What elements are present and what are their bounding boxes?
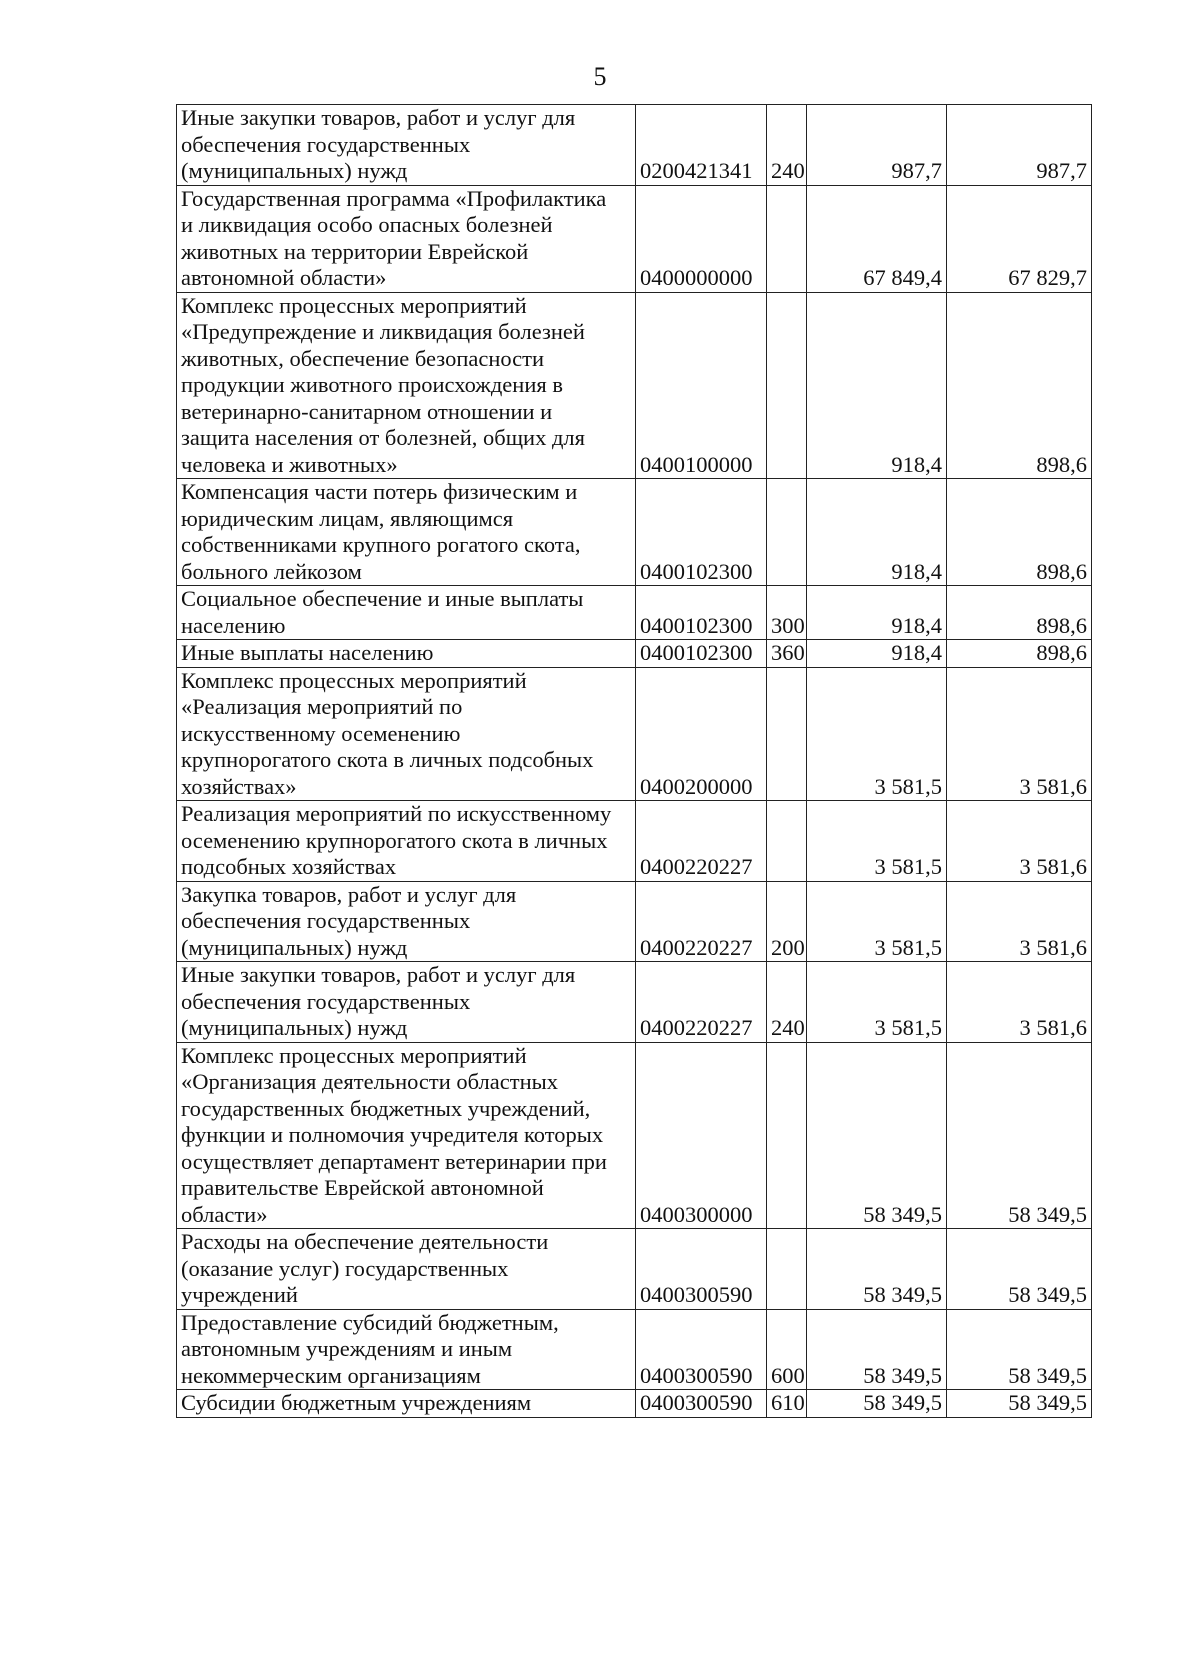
row-name-cell: Иные закупки товаров, работ и услуг для обеспечения государственных (муниципальных) нужд: [177, 962, 636, 1043]
table-row: [177, 1309, 1092, 1390]
table-row: [177, 1042, 1092, 1229]
target-article-code-cell: 0400220227: [636, 881, 767, 962]
row-name-cell: Иные закупки товаров, работ и услуг для обеспечения государственных (муниципальных) нужд: [177, 105, 636, 186]
expense-type-code-cell: 360: [767, 640, 807, 668]
amount-year1-cell: 918,4: [807, 292, 947, 479]
target-article-code-cell: 0400300000: [636, 1042, 767, 1229]
amount-year1-cell: 3 581,5: [807, 962, 947, 1043]
amount-year2-cell: 67 829,7: [947, 185, 1092, 292]
expense-type-code-cell: [767, 185, 807, 292]
row-name-cell: Комплекс процессных мероприятий «Предупреждение и ликвидация болезней животных, обеспечение безопасности продукции животного происхождения в ветеринарно-санитарном отношении и защита населения от болезней, общих для человека и животных»: [177, 292, 636, 479]
expense-type-code-cell: [767, 1229, 807, 1310]
amount-year2-cell: 898,6: [947, 292, 1092, 479]
target-article-code-cell: 0400102300: [636, 586, 767, 640]
amount-year2-cell: 3 581,6: [947, 962, 1092, 1043]
row-name-cell: Комплекс процессных мероприятий «Организация деятельности областных государственных бюджетных учреждений, функции и полномочия учредителя которых осуществляет департамент ветеринарии при правительстве Еврейской автономной области»: [177, 1042, 636, 1229]
budget-table: [176, 104, 1092, 1418]
amount-year2-cell: 898,6: [947, 640, 1092, 668]
amount-year2-cell: 58 349,5: [947, 1309, 1092, 1390]
target-article-code-cell: 0400102300: [636, 479, 767, 586]
target-article-code-cell: 0400300590: [636, 1309, 767, 1390]
table-row: [177, 801, 1092, 882]
expense-type-code-cell: 300: [767, 586, 807, 640]
target-article-code-cell: 0400300590: [636, 1390, 767, 1418]
amount-year1-cell: 918,4: [807, 586, 947, 640]
amount-year2-cell: 898,6: [947, 479, 1092, 586]
expense-type-code-cell: 610: [767, 1390, 807, 1418]
expense-type-code-cell: [767, 1042, 807, 1229]
amount-year1-cell: 67 849,4: [807, 185, 947, 292]
amount-year2-cell: 3 581,6: [947, 801, 1092, 882]
amount-year2-cell: 898,6: [947, 586, 1092, 640]
target-article-code-cell: 0400200000: [636, 667, 767, 801]
table-row: [177, 640, 1092, 668]
expense-type-code-cell: 240: [767, 962, 807, 1043]
expense-type-code-cell: 200: [767, 881, 807, 962]
expense-type-code-cell: 600: [767, 1309, 807, 1390]
amount-year1-cell: 58 349,5: [807, 1042, 947, 1229]
budget-table-body: [177, 105, 1092, 1418]
expense-type-code-cell: [767, 292, 807, 479]
amount-year1-cell: 987,7: [807, 105, 947, 186]
table-row: [177, 962, 1092, 1043]
amount-year1-cell: 3 581,5: [807, 667, 947, 801]
table-row: [177, 1390, 1092, 1418]
amount-year2-cell: 3 581,6: [947, 881, 1092, 962]
target-article-code-cell: 0400220227: [636, 962, 767, 1043]
row-name-cell: Иные выплаты населению: [177, 640, 636, 668]
table-row: [177, 667, 1092, 801]
table-row: [177, 881, 1092, 962]
row-name-cell: Социальное обеспечение и иные выплаты населению: [177, 586, 636, 640]
amount-year1-cell: 918,4: [807, 479, 947, 586]
row-name-cell: Субсидии бюджетным учреждениям: [177, 1390, 636, 1418]
table-row: [177, 292, 1092, 479]
row-name-cell: Государственная программа «Профилактика и ликвидация особо опасных болезней животных на территории Еврейской автономной области»: [177, 185, 636, 292]
amount-year1-cell: 58 349,5: [807, 1229, 947, 1310]
amount-year2-cell: 58 349,5: [947, 1229, 1092, 1310]
amount-year1-cell: 3 581,5: [807, 801, 947, 882]
target-article-code-cell: 0400000000: [636, 185, 767, 292]
amount-year2-cell: 58 349,5: [947, 1042, 1092, 1229]
expense-type-code-cell: [767, 667, 807, 801]
row-name-cell: Закупка товаров, работ и услуг для обеспечения государственных (муниципальных) нужд: [177, 881, 636, 962]
amount-year1-cell: 918,4: [807, 640, 947, 668]
row-name-cell: Реализация мероприятий по искусственному осеменению крупнорогатого скота в личных подсобных хозяйствах: [177, 801, 636, 882]
table-row: [177, 1229, 1092, 1310]
target-article-code-cell: 0400100000: [636, 292, 767, 479]
amount-year1-cell: 3 581,5: [807, 881, 947, 962]
amount-year2-cell: 3 581,6: [947, 667, 1092, 801]
table-row: [177, 105, 1092, 186]
target-article-code-cell: 0200421341: [636, 105, 767, 186]
expense-type-code-cell: [767, 479, 807, 586]
page-number: 5: [593, 62, 607, 91]
target-article-code-cell: 0400300590: [636, 1229, 767, 1310]
amount-year1-cell: 58 349,5: [807, 1309, 947, 1390]
row-name-cell: Компенсация части потерь физическим и юридическим лицам, являющимся собственниками крупного рогатого скота, больного лейкозом: [177, 479, 636, 586]
row-name-cell: Расходы на обеспечение деятельности (оказание услуг) государственных учреждений: [177, 1229, 636, 1310]
amount-year2-cell: 987,7: [947, 105, 1092, 186]
target-article-code-cell: 0400220227: [636, 801, 767, 882]
table-row: [177, 586, 1092, 640]
amount-year2-cell: 58 349,5: [947, 1390, 1092, 1418]
table-row: [177, 479, 1092, 586]
table-row: [177, 185, 1092, 292]
amount-year1-cell: 58 349,5: [807, 1390, 947, 1418]
row-name-cell: Комплекс процессных мероприятий «Реализация мероприятий по искусственному осеменению крупнорогатого скота в личных подсобных хозяйствах»: [177, 667, 636, 801]
row-name-cell: Предоставление субсидий бюджетным, автономным учреждениям и иным некоммерческим организациям: [177, 1309, 636, 1390]
target-article-code-cell: 0400102300: [636, 640, 767, 668]
expense-type-code-cell: 240: [767, 105, 807, 186]
expense-type-code-cell: [767, 801, 807, 882]
